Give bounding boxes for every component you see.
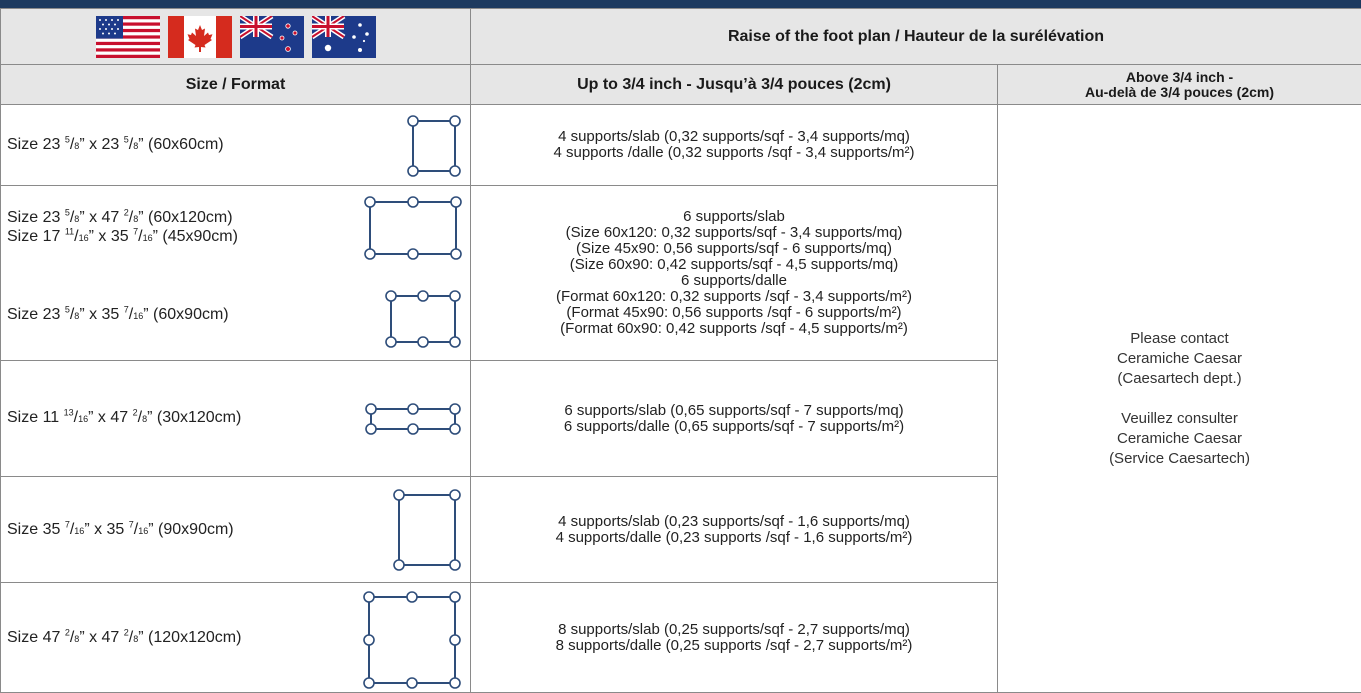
support-diagram-60x60-icon xyxy=(401,113,471,179)
size-label: Size 23 $^5$/8” x 35 $^7$/16” (60x90cm) xyxy=(7,306,229,325)
support-desc-120x120: 8 supports/slab (0,25 supports/sqf - 2,7 supports/mq) 8 supports/dalle (0,25 supports /sqf - 2,7 supports/m²) xyxy=(471,583,998,693)
above-column-header: Above 3/4 inch - Au-delà de 3/4 pouces (2cm) xyxy=(998,65,1361,105)
raise-title: Raise of the foot plan / Hauteur de la surélévation xyxy=(471,9,1361,65)
support-diagram-90x90-icon xyxy=(387,485,471,575)
size-cell-30x120 xyxy=(1,361,471,477)
support-diagram-30x120-icon xyxy=(361,397,471,441)
size-label: Size 47 $^2$/8” x 47 $^2$/8” (120x120cm) xyxy=(7,629,241,648)
up-to-column-header: Up to 3/4 inch - Jusqu’à 3/4 pouces (2cm) xyxy=(471,65,998,105)
support-diagram-60x90-icon xyxy=(379,286,469,352)
size-label: Size 11 $^{13}$/16” x 47 $^2$/8” (30x120cm) xyxy=(7,409,241,428)
canada-flag-icon xyxy=(168,16,232,58)
size-label: Size 35 $^7$/16” x 35 $^7$/16” (90x90cm) xyxy=(7,521,234,540)
size-column-header: Size / Format xyxy=(1,65,471,105)
support-diagram-120x120-icon xyxy=(359,585,471,693)
new-zealand-flag-icon xyxy=(240,16,304,58)
size-label: Size 23 $^5$/8” x 23 $^5$/8” (60x60cm) xyxy=(7,136,224,155)
support-desc-30x120: 6 supports/slab (0,65 supports/sqf - 7 supports/mq) 6 supports/dalle (0,65 supports/sqf - 7 supports/m²) xyxy=(471,361,998,477)
support-desc-rectangular: 6 supports/slab (Size 60x120: 0,32 supports/sqf - 3,4 supports/mq) (Size 45x90: 0,56 supports/sqf - 6 supports/mq) (Size 60x90: 0,42 supports/sqf - 4,5 supports/mq) 6 supports/dalle (Format 60x120: 0,32 supports /sqf - 3,4 supports/m²) (Format 45x90: 0,56 supports /sqf - 6 supports/m²) (Format 60x90: 0,42 supports /sqf - 4,5 supports/m²) xyxy=(471,186,998,361)
size-cell-120x120 xyxy=(1,583,471,693)
size-label: Size 23 $^5$/8” x 47 $^2$/8” (60x120cm) Size 17 $^{11}$/16” x 35 $^7$/16” (45x90cm) xyxy=(7,209,238,247)
us-flag-icon xyxy=(96,16,160,58)
size-cell-60x60 xyxy=(1,105,471,186)
support-table xyxy=(0,8,1361,693)
support-desc-60x60: 4 supports/slab (0,32 supports/sqf - 3,4 supports/mq) 4 supports /dalle (0,32 supports /sqf - 3,4 supports/m²) xyxy=(471,105,998,186)
contact-note: Please contact Ceramiche Caesar (Caesartech dept.) Veuillez consulter Ceramiche Caesar (Service Caesartech) xyxy=(998,105,1361,693)
size-cell-90x90 xyxy=(1,477,471,583)
australia-flag-icon xyxy=(312,16,376,58)
flags-cell xyxy=(1,9,471,65)
support-diagram-60x120-icon xyxy=(356,192,471,266)
size-cell-rectangular xyxy=(1,186,471,361)
top-banner xyxy=(0,0,1361,8)
support-desc-90x90: 4 supports/slab (0,23 supports/sqf - 1,6 supports/mq) 4 supports/dalle (0,23 supports /sqf - 1,6 supports/m²) xyxy=(471,477,998,583)
